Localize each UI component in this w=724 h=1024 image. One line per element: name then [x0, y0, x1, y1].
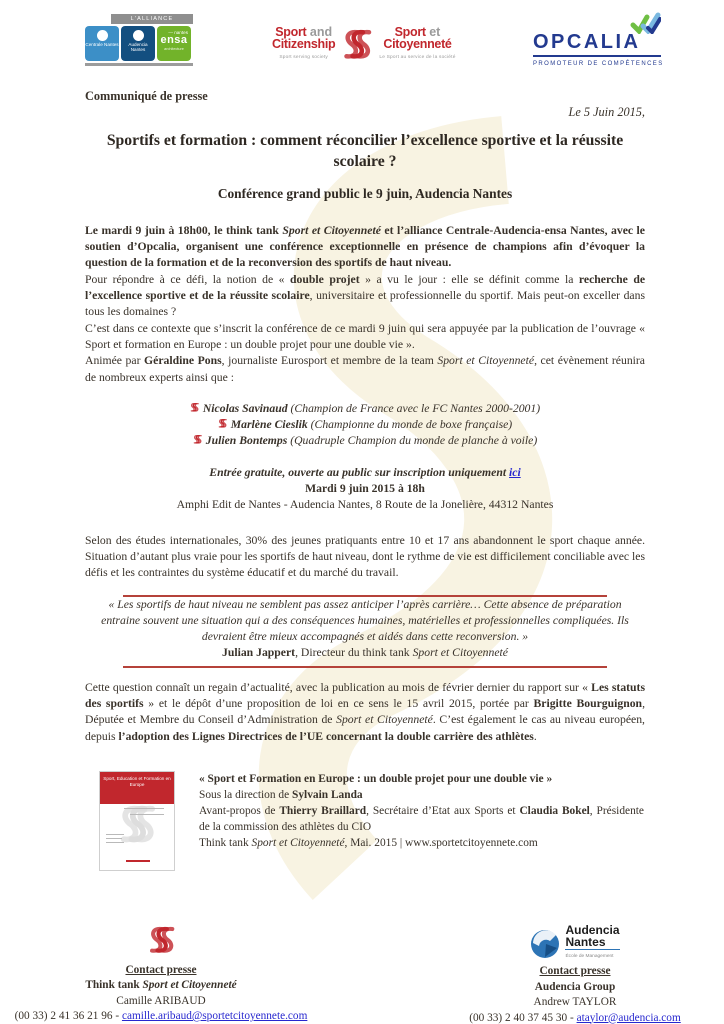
centrale-seal-icon: [97, 30, 108, 41]
paragraph-etudes: Selon des études internationales, 30% des jeunes pratiquants entre 10 et 17 ans abandonnent le sport chaque année. Situation d’autant plus vraie pour les sportifs de haut niveau, dont le rythme de vie est difficilement conciliable avec les défis et les contraintes du système éducatif et du marché du travail.: [85, 533, 645, 580]
sport-and-citizenship-wordmark: Sport and Citizenship Sport serving society: [272, 25, 336, 60]
footer-left-heading: Contact presse: [125, 963, 197, 976]
cover-text-line: [106, 834, 124, 836]
book-publisher: Think tank Sport et Citoyenneté, Mai. 2015 | www.sportetcitoyennete.com: [199, 836, 538, 849]
inscription-link[interactable]: ici: [509, 465, 521, 479]
audencia-email-link[interactable]: ataylor@audencia.com: [576, 1011, 681, 1024]
footer-right-heading: Contact presse: [539, 965, 611, 977]
alliance-banner: L'ALLIANCE: [111, 14, 193, 24]
event-date: Mardi 9 juin 2015 à 18h: [305, 482, 425, 496]
speakers-list: [85, 401, 645, 450]
paragraph-contexte: C’est dans ce contexte que s’inscrit la conférence de ce mardi 9 juin qui sera appuyée par la publication de l’ouvrage « Sport et formation en Europe : un double projet pour une double vie ».: [85, 321, 645, 351]
paragraph-double-projet: Pour répondre à ce défi, la notion de « double projet » a vu le jour : elle se définit comme la recherche de l’excellence sportive et de la réussite scolaire, universitaire et professionnelle du sportif. Mais peut-on exceller dans tous les domaines ?: [85, 272, 646, 319]
audencia-globe-icon: [530, 929, 560, 959]
footer-right-org: Audencia Group: [534, 980, 616, 993]
sss-bullet-icon: [190, 402, 199, 413]
quote-text: « Les sportifs de haut niveau ne semblent pas assez anticiper l’après carrière… Cette absence de préparation entraine souvent une situation qui a des conséquences humaines, matérielles et professionnelles compliquées. Ils devraient être mieux accompagnés et aidés dans cette reconversion. »: [101, 597, 629, 644]
alliance-logo: [85, 14, 193, 66]
document-body: [85, 88, 645, 871]
book-cover-image: [99, 771, 175, 871]
cover-text-line: [124, 808, 164, 810]
quote-attribution: Julian Jappert, Directeur du think tank Sport et Citoyenneté: [222, 646, 508, 660]
header-logos: [0, 0, 724, 80]
event-location: Amphi Edit de Nantes - Audencia Nantes, 8 Route de la Jonelière, 44312 Nantes: [176, 498, 554, 512]
audencia-globe-icon: [133, 30, 144, 41]
page-title: Sportifs et formation : comment réconcilier l’excellence sportive et la réussite scolaire ?: [106, 131, 624, 171]
alliance-divider: [85, 63, 193, 66]
centrale-nantes-logo: Centrale Nantes: [85, 26, 119, 61]
cover-text-line: [106, 838, 122, 840]
paragraph-intro: Le mardi 9 juin à 18h00, le think tank Sport et Citoyenneté et l’alliance Centrale-Audencia-ensa Nantes, avec le soutien d’Opcalia, organisent une conférence exceptionnelle en présence de champions afin d’évoquer la question de la formation et de la reconversion des sportifs de haut niveau.: [85, 223, 645, 270]
date-line: Le 5 Juin 2015,: [568, 105, 645, 120]
audencia-footer-logo: Audencia Nantes École de Management: [530, 924, 619, 963]
footer-left-phone: (00 33) 2 41 36 21 96 - camille.aribaud@sportetcitoyennete.com: [14, 1010, 308, 1022]
paragraph-actualite: Cette question connaît un regain d’actualité, avec la publication au mois de février dernier du rapport sur « Les statuts des sportifs » et le dépôt d’une proposition de loi en ce sens le 15 avril 2015, portée par Brigitte Bourguignon, Députée et Membre du Conseil d’Administration de Sport et Citoyenneté. C’est également le cas au niveau européen, depuis l’adoption des Lignes Directrices de l’UE concernant la double carrière des athlètes.: [85, 680, 645, 743]
opcalia-rule: [533, 55, 661, 57]
cover-text-line: [106, 842, 124, 844]
footer-left-org: Think tank Sport et Citoyenneté: [85, 979, 237, 991]
cover-text-line: [130, 814, 164, 816]
opcalia-logo: OPCALIA PROMOTEUR DE COMPÉTENCES: [533, 12, 671, 67]
cover-publisher-mark: [126, 860, 150, 862]
book-section: [85, 771, 645, 871]
paragraph-animatrice: Animée par Géraldine Pons, journaliste Eurosport et membre de la team Sport et Citoyenneté, cet évènement réunira de nombreux experts ainsi que :: [85, 354, 645, 384]
quote-rule-bottom: [123, 666, 607, 668]
book-preface: Avant-propos de Thierry Braillard, Secrétaire d’Etat aux Sports et Claudia Bokel, Présidente de la commission des athlètes du CIO: [199, 804, 644, 833]
sport-et-citoyennete-wordmark: Sport et Citoyenneté Le Sport au service de la société: [379, 25, 456, 60]
book-cover-title: Sport, Education et Formation en Europe: [100, 772, 174, 804]
book-director: Sous la direction de Sylvain Landa: [199, 788, 363, 801]
opcalia-check-icon: [627, 12, 661, 34]
speaker-item: Julien Bontemps (Quadruple Champion du monde de planche à voile): [85, 433, 645, 449]
footer-right-person: Andrew TAYLOR: [533, 996, 617, 1008]
footer-contact-press: [6, 924, 316, 1024]
footer-right-phone: (00 33) 2 40 37 45 30 - ataylor@audencia.com: [469, 1011, 681, 1024]
sss-footer-icon: [148, 924, 175, 957]
press-email-link[interactable]: camille.aribaud@sportetcitoyennete.com: [121, 1010, 308, 1022]
event-details: Entrée gratuite, ouverte au public sur inscription uniquement ici Mardi 9 juin 2015 à 18h Amphi Edit de Nantes - Audencia Nantes, 8 Route de la Jonelière, 44312 Nantes: [85, 465, 645, 514]
sss-logo-icon: [342, 27, 372, 63]
footer-contact-audencia: [466, 924, 684, 1024]
kicker: Communiqué de presse: [85, 89, 208, 103]
sss-bullet-icon: [193, 434, 202, 445]
footer-left-person: Camille ARIBAUD: [116, 994, 206, 1007]
sss-bullet-icon: [218, 418, 227, 429]
ensa-nantes-logo: — nantes ensa architecture: [157, 26, 191, 61]
speaker-item: Marlène Cieslik (Championne du monde de boxe française): [85, 417, 645, 433]
speaker-item: Nicolas Savinaud (Champion de France avec le FC Nantes 2000-2001): [85, 401, 645, 417]
book-title: « Sport et Formation en Europe : un double projet pour une double vie »: [199, 772, 553, 785]
sport-citizenship-logo: [272, 26, 482, 64]
audencia-nantes-logo: Audencia Nantes: [121, 26, 155, 61]
book-info: [199, 771, 644, 871]
page-subtitle: Conférence grand public le 9 juin, Audencia Nantes: [217, 185, 513, 201]
